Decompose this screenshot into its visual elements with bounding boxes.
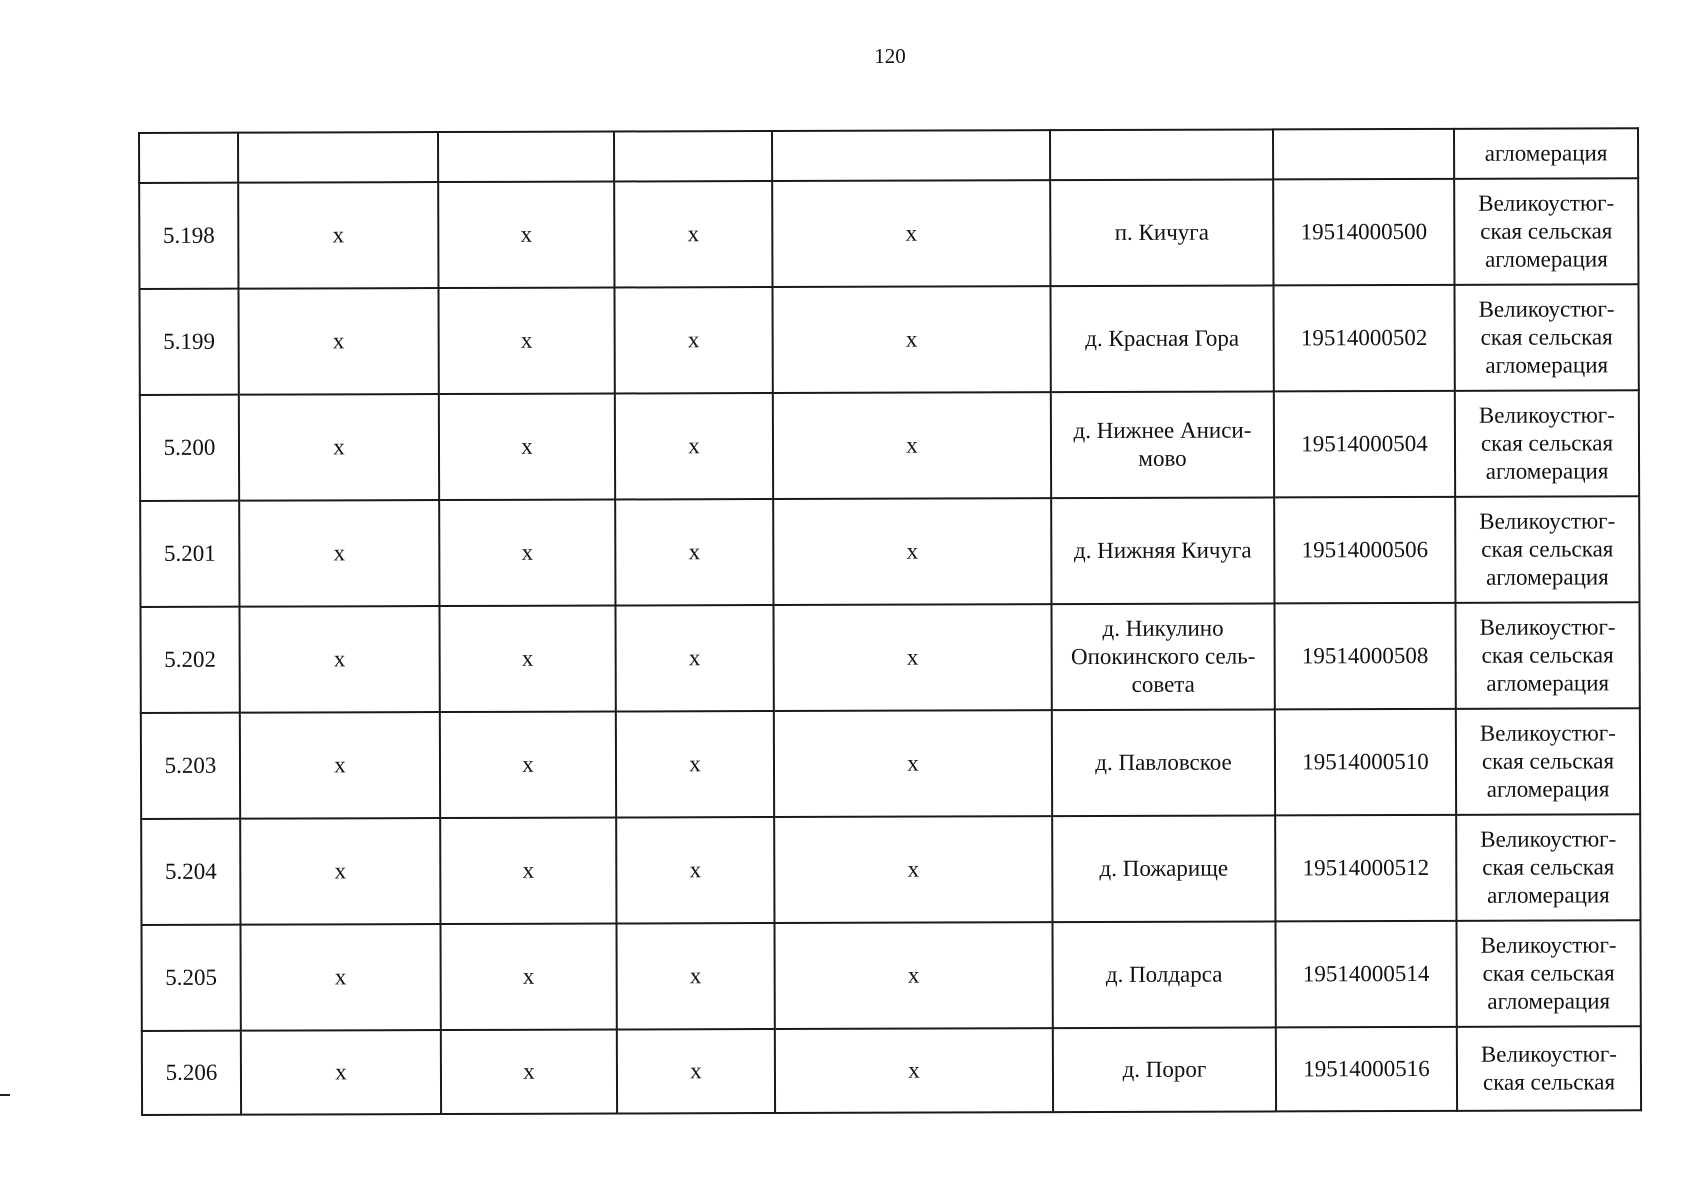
oktmo-code-cell: 19514000504	[1274, 391, 1455, 498]
mark-cell: х	[614, 181, 772, 287]
table-row	[139, 178, 1638, 289]
settlement-cell: д. Нижняя Кичуга	[1051, 497, 1274, 604]
mark-cell: х	[438, 288, 614, 395]
mark-cell: х	[617, 1029, 775, 1113]
mark-cell: х	[615, 499, 773, 605]
agglomeration-cell: Великоустюг-ская сельская агломерация	[1456, 814, 1640, 921]
mark-cell: х	[238, 288, 438, 395]
oktmo-code-cell: 19514000508	[1274, 603, 1455, 710]
settlements-table	[138, 127, 1642, 1116]
mark-cell: х	[439, 394, 615, 501]
oktmo-code-cell: 19514000502	[1273, 285, 1454, 392]
settlement-cell: д. Пожарище	[1052, 815, 1275, 922]
row-number-cell: 5.206	[142, 1031, 241, 1115]
mark-cell: х	[775, 1028, 1053, 1113]
settlement-cell: д. Полдарса	[1052, 921, 1275, 1028]
mark-cell: х	[440, 924, 616, 1031]
empty-cell	[1273, 129, 1454, 180]
oktmo-code-cell: 19514000516	[1276, 1027, 1457, 1112]
agglomeration-cell: Великоустюг-ская сельская агломерация	[1455, 496, 1639, 603]
mark-cell: х	[438, 182, 614, 289]
oktmo-code-cell: 19514000506	[1274, 497, 1455, 604]
mark-cell: х	[439, 606, 615, 713]
mark-cell: х	[439, 500, 615, 607]
table-row	[141, 920, 1640, 1031]
empty-cell	[438, 132, 614, 183]
mark-cell: х	[615, 393, 773, 499]
mark-cell: х	[773, 604, 1051, 711]
agglomeration-cell: Великоустюг-ская сельская агломерация	[1456, 920, 1640, 1027]
settlement-cell: д. Нижнее Аниси-мово	[1051, 391, 1274, 498]
empty-cell	[772, 130, 1050, 181]
mark-cell: х	[239, 500, 439, 607]
settlement-cell: п. Кичуга	[1050, 179, 1273, 286]
oktmo-code-cell: 19514000510	[1275, 709, 1456, 816]
mark-cell: х	[616, 923, 774, 1029]
mark-cell: х	[773, 498, 1051, 605]
mark-cell: х	[774, 816, 1052, 923]
mark-cell: х	[616, 817, 774, 923]
mark-cell: х	[774, 922, 1052, 1029]
agglomeration-cell: Великоустюг-ская сельская	[1457, 1026, 1641, 1111]
row-number-cell: 5.204	[141, 819, 240, 925]
row-number-cell: 5.200	[140, 395, 239, 501]
row-number-cell: 5.203	[141, 713, 240, 819]
agglomeration-cell: Великоустюг-ская сельская агломерация	[1454, 178, 1638, 285]
agglomeration-cell: Великоустюг-ская сельская агломерация	[1456, 708, 1640, 815]
table-row	[140, 602, 1639, 713]
mark-cell: х	[441, 1030, 617, 1115]
mark-cell: х	[240, 924, 440, 1031]
empty-cell	[238, 132, 438, 183]
table-row	[139, 284, 1638, 395]
agglomeration-cell: Великоустюг-ская сельская агломерация	[1454, 284, 1638, 391]
settlement-cell: д. Красная Гора	[1050, 285, 1273, 392]
table-row	[141, 708, 1640, 819]
table-row	[142, 1026, 1641, 1115]
mark-cell: х	[773, 392, 1051, 499]
mark-cell: х	[772, 286, 1050, 393]
page-number: 120	[874, 44, 906, 68]
mark-cell: х	[238, 182, 438, 289]
mark-cell: х	[616, 711, 774, 817]
mark-cell: х	[440, 818, 616, 925]
oktmo-code-cell: 19514000512	[1275, 815, 1456, 922]
mark-cell: х	[614, 287, 772, 393]
oktmo-code-cell: 19514000514	[1275, 921, 1456, 1028]
settlement-cell: д. Порог	[1053, 1027, 1276, 1112]
row-number-cell: 5.205	[141, 925, 240, 1031]
mark-cell: х	[440, 712, 616, 819]
table-row	[140, 496, 1639, 607]
oktmo-code-cell: 19514000500	[1273, 179, 1454, 286]
mark-cell: х	[615, 605, 773, 711]
agglomeration-cell: Великоустюг-ская сельская агломерация	[1455, 390, 1639, 497]
table-row	[141, 814, 1640, 925]
mark-cell: х	[240, 818, 440, 925]
mark-cell: х	[772, 180, 1050, 287]
row-number-cell: 5.198	[139, 183, 238, 289]
mark-cell: х	[239, 394, 439, 501]
settlement-cell: д. Павловское	[1052, 709, 1275, 816]
empty-cell	[1050, 129, 1273, 180]
row-number-cell: 5.199	[139, 289, 238, 395]
empty-cell	[139, 133, 238, 183]
row-number-cell: 5.201	[140, 501, 239, 607]
scan-margin-mark	[0, 1094, 10, 1096]
mark-cell: х	[239, 606, 439, 713]
empty-cell	[614, 131, 772, 181]
mark-cell: х	[774, 710, 1052, 817]
agglomeration-cell: агломерация	[1454, 128, 1638, 179]
mark-cell: х	[241, 1030, 441, 1115]
settlement-cell: д. Никулино Опокинского сель-совета	[1051, 603, 1274, 710]
mark-cell: х	[240, 712, 440, 819]
row-number-cell: 5.202	[140, 607, 239, 713]
table-row	[140, 390, 1639, 501]
agglomeration-cell: Великоустюг-ская сельская агломерация	[1455, 602, 1639, 709]
continuation-row	[139, 128, 1638, 183]
